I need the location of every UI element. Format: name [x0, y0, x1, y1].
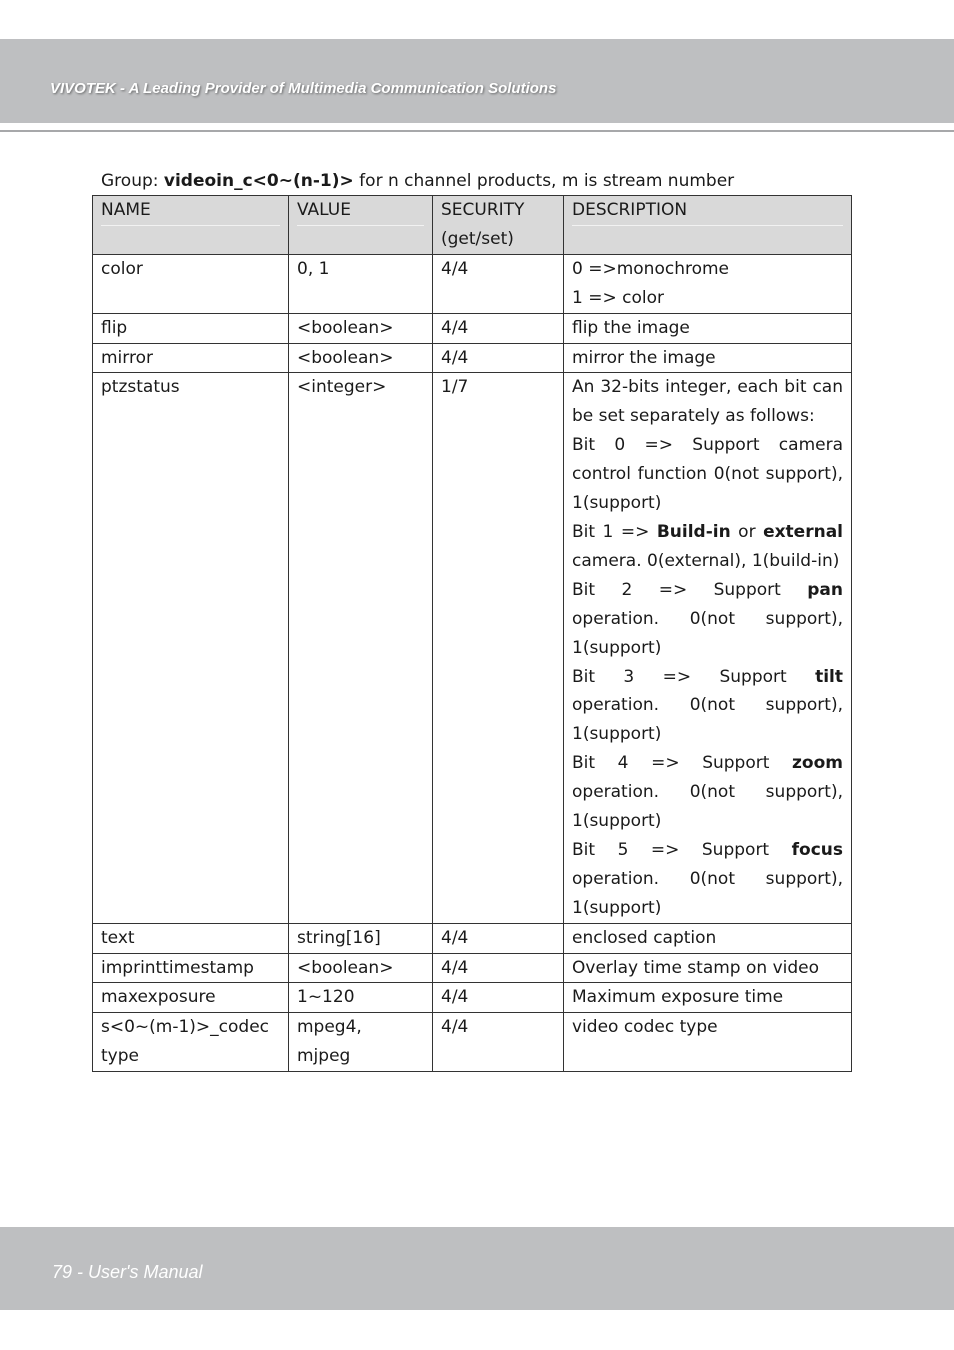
cell-security: 4/4 — [433, 923, 564, 953]
cell-description: Maximum exposure time — [564, 983, 852, 1013]
bit1-text: or — [730, 521, 764, 542]
value-line: mpeg4, — [297, 1017, 362, 1038]
table-row — [93, 953, 852, 983]
cell-value: <boolean> — [289, 313, 433, 343]
table-row — [93, 373, 852, 923]
cell-security: 4/4 — [433, 983, 564, 1013]
table-header-row — [93, 196, 852, 255]
cell-value — [289, 1013, 433, 1072]
group-name: videoin_c<0~(n-1)> — [163, 171, 354, 191]
bit4-bold: zoom — [792, 753, 843, 774]
cell-value: <integer> — [289, 373, 433, 923]
header-cell-security — [433, 196, 564, 255]
cell-description: Overlay time stamp on video — [564, 953, 852, 983]
cell-security: 4/4 — [433, 1013, 564, 1072]
cell-security: 4/4 — [433, 254, 564, 313]
cell-name: text — [93, 923, 289, 953]
cell-name: flip — [93, 313, 289, 343]
page-number-label: 79 - User's Manual — [52, 1262, 203, 1282]
cell-description — [564, 254, 852, 313]
header-security-sublabel: (get/set) — [441, 228, 514, 249]
description-line: 0 =>monochrome — [572, 258, 730, 279]
cell-description — [564, 373, 852, 923]
ptz-bit1 — [572, 518, 843, 576]
table-row — [93, 923, 852, 953]
table-row — [93, 1013, 852, 1072]
cell-value: string[16] — [289, 923, 433, 953]
bit1-bold-buildin: Build-in — [656, 521, 731, 542]
bit3-bold: tilt — [815, 666, 843, 687]
bit1-bold-external: external — [763, 521, 843, 542]
table-row — [93, 343, 852, 373]
cell-name — [93, 1013, 289, 1072]
table-row — [93, 254, 852, 313]
cell-description: video codec type — [564, 1013, 852, 1072]
bit2-bold: pan — [807, 579, 843, 600]
cell-description: mirror the image — [564, 343, 852, 373]
cell-name: imprinttimestamp — [93, 953, 289, 983]
cell-name: mirror — [93, 343, 289, 373]
bit3-text: operation. 0(not support), 1(support) — [572, 695, 843, 745]
ptz-bit5 — [572, 836, 843, 923]
group-suffix: for n channel products, m is stream number — [353, 171, 735, 191]
header-name-label: NAME — [101, 196, 280, 226]
ptz-bit0: Bit 0 => Support camera control function 0(not support), 1(support) — [572, 435, 843, 514]
bit4-text: Bit 4 => Support — [572, 753, 793, 774]
name-line: s<0~(m-1)>_codec — [101, 1017, 270, 1038]
group-heading — [101, 170, 734, 192]
bit5-text: Bit 5 => Support — [572, 839, 792, 860]
cell-security: 4/4 — [433, 953, 564, 983]
ptz-bit3 — [572, 663, 843, 750]
cell-description: flip the image — [564, 313, 852, 343]
table-row — [93, 983, 852, 1013]
cell-security: 4/4 — [433, 313, 564, 343]
ptz-intro: An 32-bits integer, each bit can be set separately as follows: — [572, 377, 843, 427]
header-security-label: SECURITY — [441, 200, 525, 220]
cell-security: 1/7 — [433, 373, 564, 923]
bit2-text: Bit 2 => Support — [572, 579, 808, 600]
cell-value: <boolean> — [289, 343, 433, 373]
cell-value: 1~120 — [289, 983, 433, 1013]
header-divider — [0, 130, 954, 132]
bit3-text: Bit 3 => Support — [572, 666, 816, 687]
bit5-bold: focus — [791, 839, 843, 860]
bit5-text: operation. 0(not support), 1(support) — [572, 868, 843, 918]
header-cell-name — [93, 196, 289, 255]
bit1-text: camera. 0(external), 1(build-in) — [572, 550, 840, 571]
table-row — [93, 313, 852, 343]
ptz-bit2 — [572, 576, 843, 663]
header-tagline: VIVOTEK - A Leading Provider of Multimedia Communication Solutions — [50, 80, 557, 97]
cell-name: ptzstatus — [93, 373, 289, 923]
description-line: 1 => color — [572, 287, 664, 308]
header-value-label: VALUE — [297, 196, 424, 226]
name-line: type — [101, 1046, 139, 1067]
bit1-text: Bit 1 => — [572, 521, 657, 542]
header-cell-description — [564, 196, 852, 255]
parameter-table — [92, 195, 852, 1072]
header-description-label: DESCRIPTION — [572, 196, 843, 226]
cell-security: 4/4 — [433, 343, 564, 373]
cell-value: <boolean> — [289, 953, 433, 983]
group-prefix: Group: — [101, 171, 164, 191]
cell-name: maxexposure — [93, 983, 289, 1013]
header-cell-value — [289, 196, 433, 255]
ptz-bit4 — [572, 749, 843, 836]
bit2-text: operation. 0(not support), 1(support) — [572, 608, 843, 658]
cell-description: enclosed caption — [564, 923, 852, 953]
cell-name: color — [93, 254, 289, 313]
bit4-text: operation. 0(not support), 1(support) — [572, 782, 843, 832]
value-line: mjpeg — [297, 1046, 351, 1067]
cell-value: 0, 1 — [289, 254, 433, 313]
